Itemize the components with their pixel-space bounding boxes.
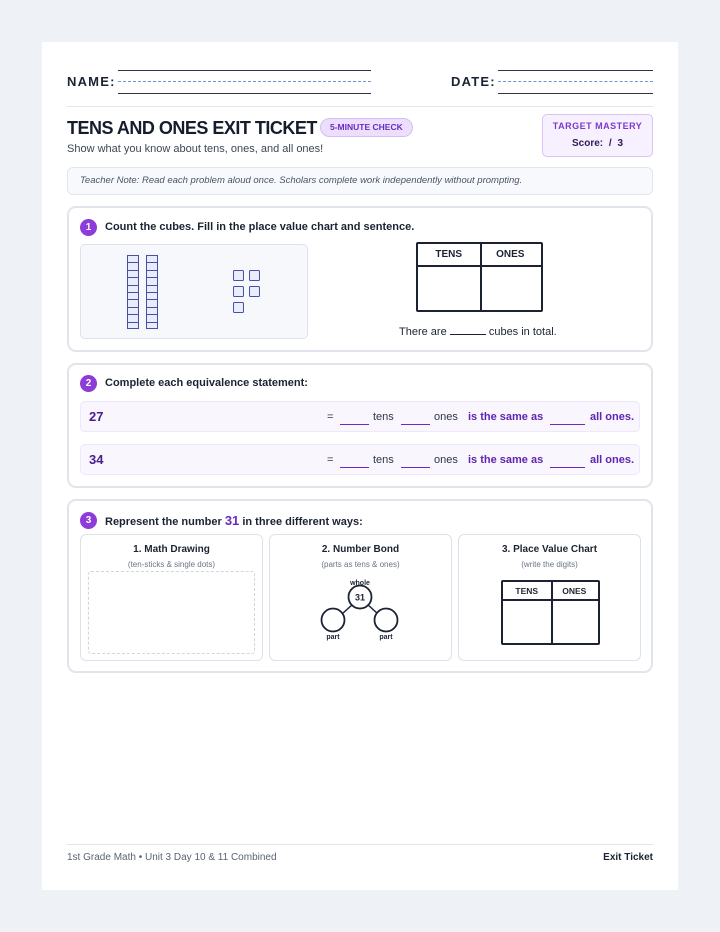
all-ones-text: all ones. — [590, 411, 635, 423]
question-1-card — [67, 206, 653, 352]
ones-blank[interactable] — [401, 424, 430, 425]
teacher-note: Teacher Note: Read each problem aloud once. Scholars complete work independently without prompting. — [67, 167, 653, 195]
name-field[interactable] — [118, 70, 371, 96]
tens-word: tens — [373, 411, 394, 423]
question-1-number: 1 — [80, 219, 97, 236]
question-3-prompt — [105, 513, 363, 528]
unit-cube — [233, 270, 244, 281]
cube-model — [80, 244, 308, 339]
sentence-end: cubes in total. — [488, 326, 557, 338]
all-ones-blank[interactable] — [550, 424, 585, 425]
name-label: NAME: — [67, 74, 116, 89]
q3-ones-cell[interactable] — [551, 603, 599, 643]
part-label-left: part — [326, 634, 340, 641]
q3-tens-header: TENS — [515, 586, 539, 596]
date-label: DATE: — [451, 74, 496, 89]
q1-total-blank[interactable] — [450, 334, 486, 335]
panel-title: 2. Number Bond — [321, 544, 400, 555]
math-drawing-panel — [80, 534, 263, 661]
row-number: 34 — [89, 452, 104, 467]
footer-label: Exit Ticket — [603, 852, 653, 863]
time-badge: 5-MINUTE CHECK — [320, 118, 413, 137]
prompt-start: Represent the number — [105, 516, 222, 528]
q3-ones-header: ONES — [562, 586, 587, 596]
row-number: 27 — [89, 409, 104, 424]
drawing-area[interactable] — [88, 571, 255, 654]
same-as-text: is the same as — [468, 411, 544, 423]
question-1-prompt: Count the cubes. Fill in the place value chart and sentence. — [105, 221, 415, 233]
equivalence-row-2 — [80, 444, 640, 475]
question-2-prompt: Complete each equivalence statement: — [105, 377, 308, 389]
footer-divider — [67, 844, 653, 845]
q1-sentence — [399, 326, 557, 338]
place-value-panel — [458, 534, 641, 661]
ones-blank[interactable] — [401, 467, 430, 468]
q1-ones-header: ONES — [496, 249, 525, 260]
ten-rod — [146, 255, 158, 329]
page-title: TENS AND ONES EXIT TICKET — [67, 118, 317, 138]
ones-word: ones — [434, 411, 458, 423]
name-date-row — [67, 70, 653, 96]
unit-cube — [233, 286, 244, 297]
target-number: 31 — [224, 513, 240, 528]
q3-tens-cell[interactable] — [503, 603, 551, 643]
whole-label: whole — [350, 580, 370, 587]
unit-cube — [233, 302, 244, 313]
panel-title: 1. Math Drawing — [133, 544, 210, 555]
all-ones-text: all ones. — [590, 454, 635, 466]
question-2-card — [67, 363, 653, 488]
page-subtitle: Show what you know about tens, ones, and all ones! — [67, 143, 324, 155]
part-circle-right[interactable] — [375, 609, 398, 632]
ten-rod — [127, 255, 139, 329]
tens-blank[interactable] — [340, 467, 369, 468]
whole-value: 31 — [354, 592, 366, 603]
tens-word: tens — [373, 454, 394, 466]
panel-title: 3. Place Value Chart — [501, 544, 598, 555]
mastery-label: TARGET MASTERY — [552, 121, 643, 131]
question-3-number: 3 — [80, 512, 97, 529]
part-circle-left[interactable] — [322, 609, 345, 632]
worksheet-page — [42, 42, 678, 890]
mastery-box — [542, 114, 653, 157]
q1-tens-header: TENS — [435, 249, 463, 260]
equivalence-row-1 — [80, 401, 640, 432]
score-text: Score: / 3 — [571, 138, 624, 149]
same-as-text: is the same as — [468, 454, 544, 466]
tens-blank[interactable] — [340, 424, 369, 425]
panel-hint: (ten-sticks & single dots) — [127, 560, 216, 569]
number-bond-diagram — [270, 535, 453, 662]
ones-word: ones — [434, 454, 458, 466]
all-ones-blank[interactable] — [550, 467, 585, 468]
sentence-start: There are — [399, 326, 447, 338]
q1-place-value-chart — [416, 242, 543, 312]
header-divider — [67, 106, 653, 107]
unit-cube — [249, 270, 260, 281]
equals-sign: = — [327, 454, 334, 466]
equals-sign: = — [327, 411, 334, 423]
prompt-end: in three different ways: — [242, 516, 363, 528]
question-3-card — [67, 499, 653, 673]
footer-course: 1st Grade Math • Unit 3 Day 10 & 11 Combined — [67, 852, 277, 863]
question-2-number: 2 — [80, 375, 97, 392]
panel-hint: (parts as tens & ones) — [321, 560, 400, 569]
panel-hint: (write the digits) — [521, 560, 578, 569]
date-field[interactable] — [498, 70, 653, 96]
number-bond-panel — [269, 534, 452, 661]
q1-tens-cell[interactable] — [418, 269, 480, 310]
q3-place-value-chart — [501, 580, 600, 645]
unit-cube — [249, 286, 260, 297]
part-label-right: part — [379, 634, 393, 641]
q1-ones-cell[interactable] — [480, 269, 542, 310]
